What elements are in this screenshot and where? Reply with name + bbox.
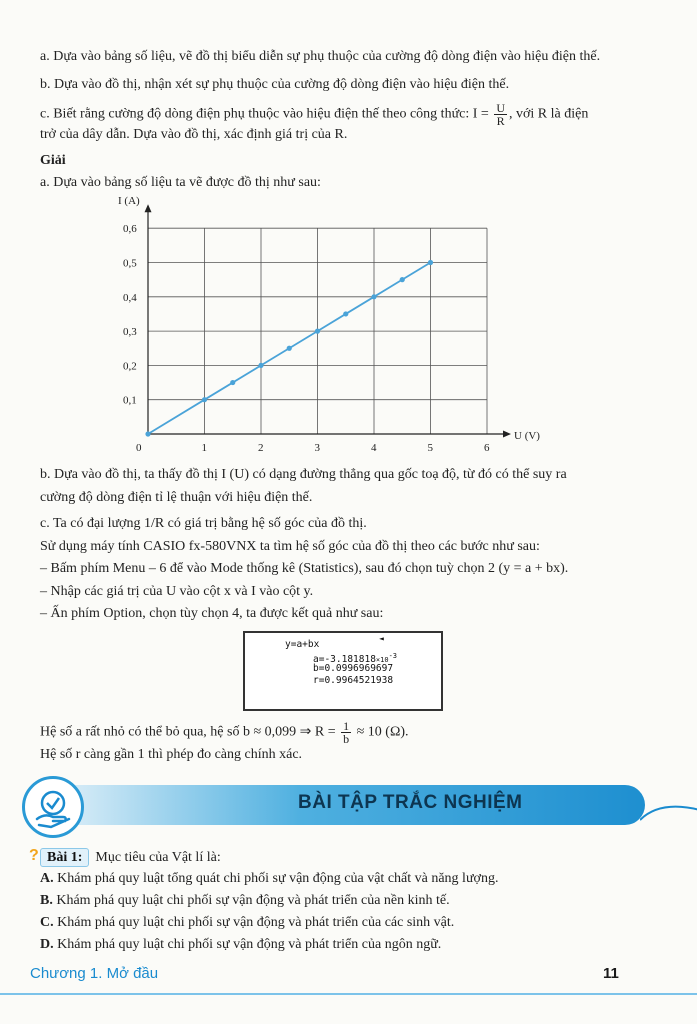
y-axis-label: I (A) [118,195,140,207]
calc-a-exp: ×10 [375,656,389,665]
exercise-label: Bài 1: [47,850,83,865]
option-a [40,870,498,887]
y-tick-label: 0,3 [123,326,137,339]
option-key: A. [40,871,54,886]
question-c-suffix: , với R là điện [509,106,589,122]
data-point [145,431,150,436]
x-tick-label: 2 [258,442,264,454]
step-1: – Bấm phím Menu – 6 để vào Mode thống kê (Statistics), sau đó chọn tuỳ chọn 2 (y = a + bx). [40,561,569,576]
calc-cursor-icon: ◄ [379,634,384,643]
section-banner [0,770,697,840]
fraction-numerator: U [496,101,505,115]
option-text: Khám phá quy luật tổng quát chi phối sự vận động của vật chất và năng lượng. [57,871,499,886]
checklist-hand-icon [22,776,84,838]
question-c-line2: trở của dây dẫn. Dựa vào đồ thị, xác định giá trị của R. [40,127,348,142]
option-key: B. [40,893,53,908]
question-c-text: c. Biết rằng cường độ dòng điện phụ thuộc vào hiệu điện thế theo công thức: I = [40,106,489,122]
result-line2: Hệ số r càng gần 1 thì phép đo càng chính xác. [40,747,303,762]
banner-wave-decoration [640,800,697,830]
x-tick-label: 3 [314,442,320,454]
x-axis-label: U (V) [514,430,540,442]
data-point [315,329,320,334]
chart-series [145,260,433,437]
calc-mode-line: y=a+bx [285,639,320,650]
option-b [40,892,450,909]
exercise-header [29,847,221,867]
x-tick-label: 4 [371,442,377,454]
solution-heading: Giải [40,153,66,168]
exercise-question: Mục tiêu của Vật lí là: [95,850,221,865]
question-c-line1 [40,102,588,127]
option-d [40,936,441,953]
option-text: Khám phá quy luật chi phối sự vận động và phát triển của ngôn ngữ. [57,937,442,952]
calc-r-line: r=0.9964521938 [313,675,394,686]
option-text: Khám phá quy luật chi phối sự vận động và phát triển của nền kinh tế. [56,893,450,908]
data-point [230,380,235,385]
option-key: C. [40,915,54,930]
footer-chapter: Chương 1. Mở đầu [30,965,159,982]
option-text: Khám phá quy luật chi phối sự vận động và phát triển của các sinh vật. [57,915,455,930]
result-line1 [40,720,409,745]
data-point [287,346,292,351]
fraction-denominator: R [496,114,505,128]
fraction-denominator: b [343,732,350,746]
result-text: Hệ số a rất nhỏ có thể bỏ qua, hệ số b ≈ 0,099 ⇒ R = [40,724,336,740]
solution-c-line2: Sử dụng máy tính CASIO fx-580VNX ta tìm hệ số góc của đồ thị theo các bước như sau: [40,539,540,554]
y-tick-label: 0,2 [123,360,137,373]
x-axis-arrow [503,431,511,438]
result-suffix: ≈ 10 (Ω). [356,724,409,740]
question-b: b. Dựa vào đồ thị, nhận xét sự phụ thuộc của cường độ dòng điện vào hiệu điện thế. [40,77,510,92]
y-tick-label: 0,1 [123,394,137,407]
data-point [371,294,376,299]
solution-b-line2: cường độ dòng điện tỉ lệ thuận với hiệu điện thế. [40,490,313,505]
option-c [40,914,454,931]
y-tick-label: 0,5 [123,257,137,270]
y-axis-arrow [145,204,152,212]
y-tick-label: 0,6 [123,223,137,236]
step-3: – Ấn phím Option, chọn tùy chọn 4, ta được kết quả như sau: [40,606,384,621]
question-mark-icon: ? [29,847,39,864]
data-point [343,311,348,316]
fraction-u-over-r [494,102,507,127]
calc-a-pow: -3 [388,652,398,660]
x-tick-label: 6 [484,442,490,454]
footer-divider [0,990,697,1010]
question-a: a. Dựa vào bảng số liệu, vẽ đồ thị biểu diễn sự phụ thuộc của cường độ dòng điện vào hiệu điện thế. [40,49,601,64]
data-point [258,363,263,368]
page-number: 11 [603,965,619,982]
solution-a: a. Dựa vào bảng số liệu ta vẽ được đồ thị như sau: [40,175,321,190]
y-tick-label: 0,4 [123,291,137,304]
x-tick-label: 0 [136,442,142,454]
calc-a-value: a=-3.181818 [313,654,376,666]
exercise-badge [29,847,89,867]
banner-title: BÀI TẬP TRẮC NGHIỆM [298,792,523,813]
step-2: – Nhập các giá trị của U vào cột x và I vào cột y. [40,584,314,599]
calc-b-line: b=0.0996969697 [313,663,394,674]
fraction-numerator: 1 [343,719,350,733]
solution-b-line1: b. Dựa vào đồ thị, ta thấy đồ thị I (U) có dạng đường thẳng qua gốc toạ độ, từ đó có thể suy ra [40,467,567,482]
solution-c-line1: c. Ta có đại lượng 1/R có giá trị bằng hệ số góc của đồ thị. [40,516,367,531]
data-point [428,260,433,265]
x-tick-label: 5 [427,442,433,454]
fraction-1-over-b [341,720,351,745]
current-voltage-chart [100,190,560,462]
option-key: D. [40,937,54,952]
data-point [400,277,405,282]
data-point [202,397,207,402]
x-tick-label: 1 [201,442,207,454]
calculator-screen [243,631,443,711]
